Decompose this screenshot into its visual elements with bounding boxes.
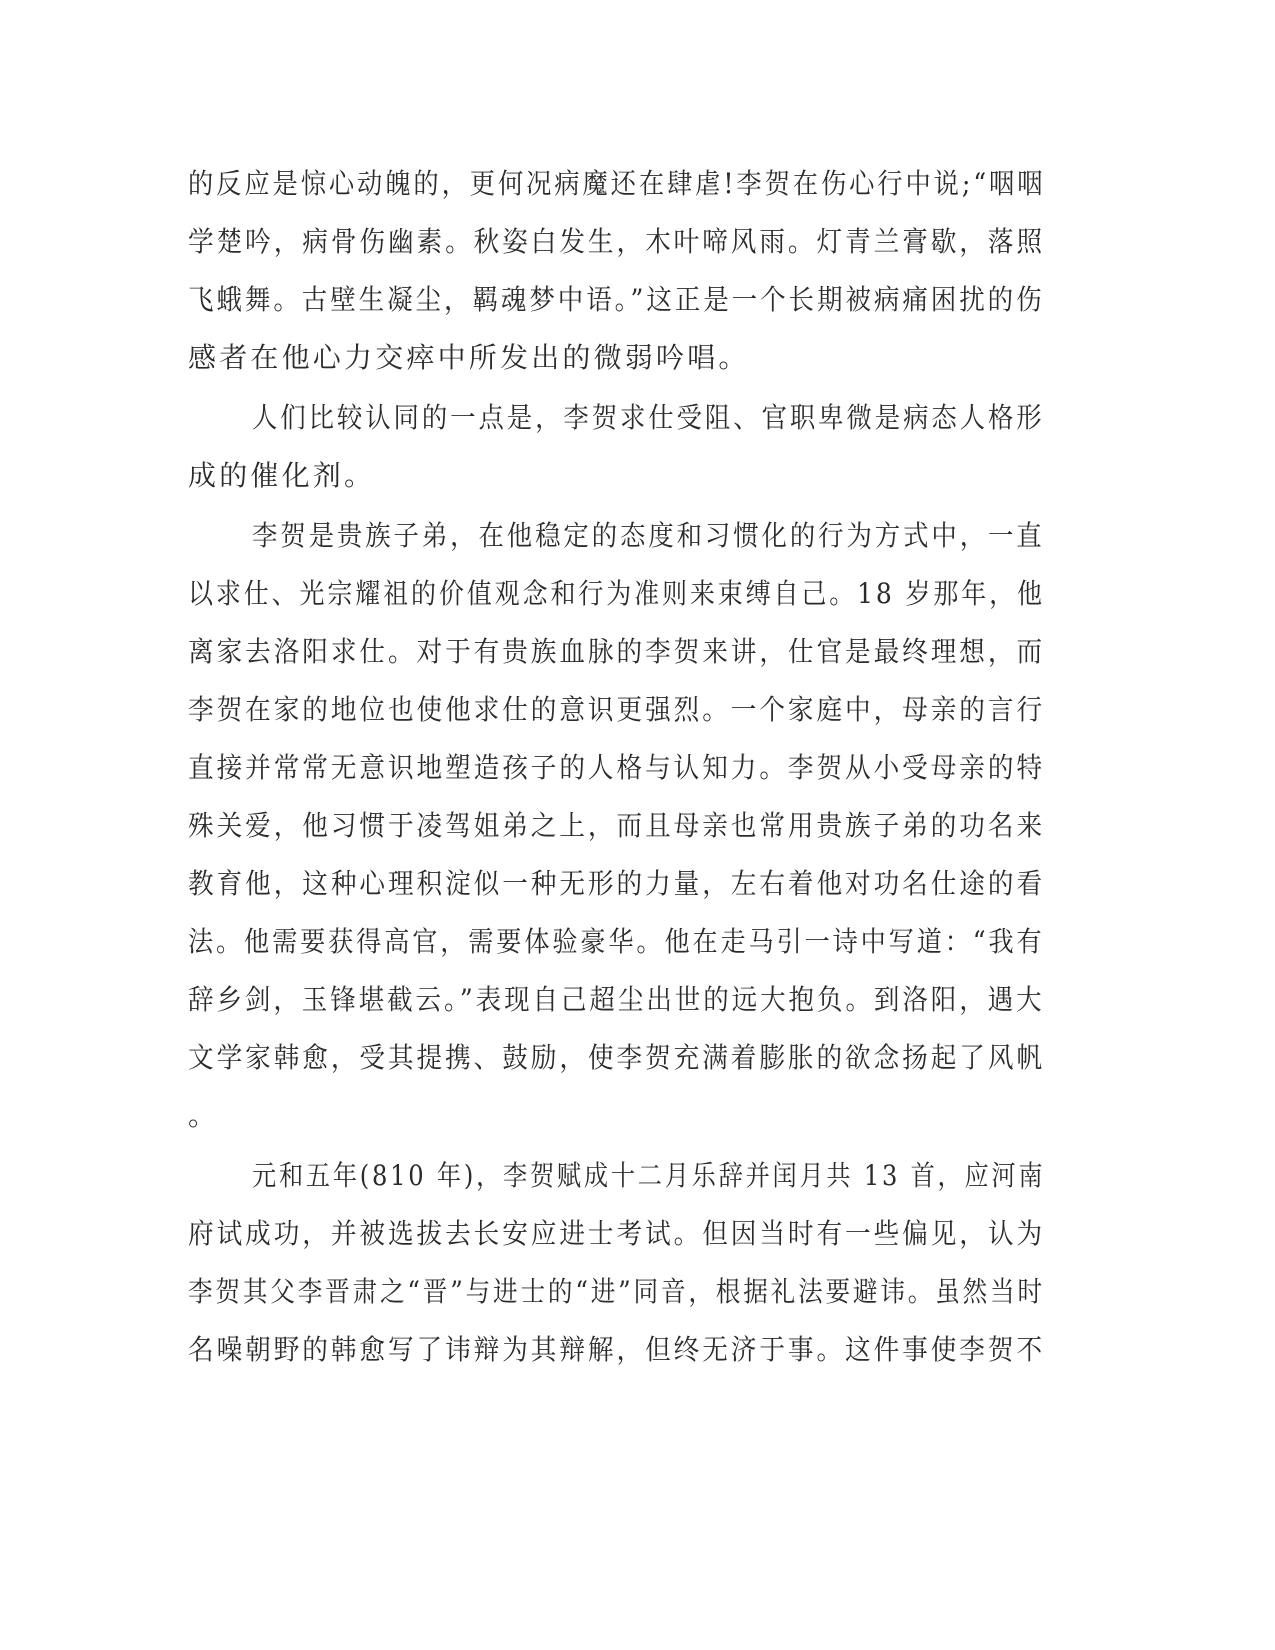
text-line: 府试成功，并被选拔去长安应进士考试。但因当时有一些偏见，认为 <box>188 1217 1046 1250</box>
text-line: 名噪朝野的韩愈写了讳辩为其辩解，但终无济于事。这件事使李贺不 <box>188 1333 1046 1366</box>
text-line: 离家去洛阳求仕。对于有贵族血脉的李贺来讲，仕官是最终理想，而 <box>188 635 1046 668</box>
text-line: 直接并常常无意识地塑造孩子的人格与认知力。李贺从小受母亲的特 <box>188 751 1046 784</box>
text-line: 以求仕、光宗耀祖的价值观念和行为准则来束缚自己。18 岁那年，他 <box>188 577 1045 610</box>
text-line: 感者在他心力交瘁中所发出的微弱吟唱。 <box>188 341 750 374</box>
paragraph-first-line: 元和五年(810 年)，李贺赋成十二月乐辞并闰月共 13 首，应河南 <box>252 1159 1046 1192</box>
text-line: 李贺在家的地位也使他求仕的意识更强烈。一个家庭中，母亲的言行 <box>188 693 1046 726</box>
text-line: 文学家韩愈，受其提携、鼓励，使李贺充满着膨胀的欲念扬起了风帆 <box>188 1041 1046 1074</box>
text-line: 法。他需要获得高官，需要体验豪华。他在走马引一诗中写道：“我有 <box>188 925 1045 958</box>
text-line: 李贺其父李晋肃之“晋”与进士的“进”同音，根据礼法要避讳。虽然当时 <box>188 1275 1045 1308</box>
text-line: 的反应是惊心动魄的，更何况病魔还在肆虐!李贺在伤心行中说;“咽咽 <box>188 167 1046 200</box>
text-line: 教育他，这种心理积淀似一种无形的力量，左右着他对功名仕途的看 <box>188 867 1046 900</box>
text-line: 成的催化剂。 <box>188 459 376 492</box>
text-line: 。 <box>188 1099 220 1132</box>
text-line: 学楚吟，病骨伤幽素。秋姿白发生，木叶啼风雨。灯青兰膏歇，落照 <box>188 225 1046 258</box>
text-line: 辞乡剑，玉锋堪截云。”表现自己超尘出世的远大抱负。到洛阳，遇大 <box>188 983 1045 1016</box>
text-line: 殊关爱，他习惯于凌驾姐弟之上，而且母亲也常用贵族子弟的功名来 <box>188 809 1046 842</box>
paragraph-first-line: 人们比较认同的一点是，李贺求仕受阻、官职卑微是病态人格形 <box>252 401 1045 434</box>
paragraph-first-line: 李贺是贵族子弟，在他稳定的态度和习惯化的行为方式中，一直 <box>252 519 1045 552</box>
text-line: 飞蛾舞。古壁生凝尘，羁魂梦中语。”这正是一个长期被病痛困扰的伤 <box>188 283 1045 316</box>
